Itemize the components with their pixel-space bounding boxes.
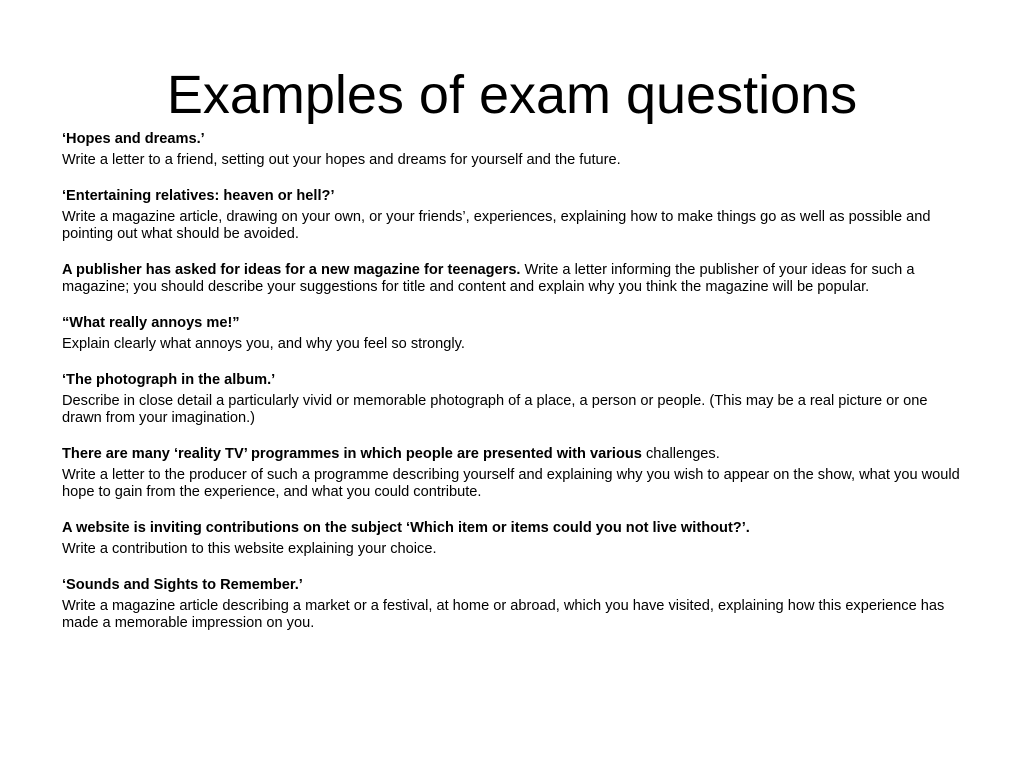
question-item [62, 372, 967, 427]
question-heading-line [62, 446, 967, 463]
question-body: Write a letter to a friend, setting out your hopes and dreams for yourself and the future. [62, 152, 621, 168]
question-heading-tail: challenges. [641, 446, 720, 462]
question-item [62, 577, 967, 632]
question-body: Write a magazine article, drawing on your own, or your friends’, experiences, explaining how to make things go as well as possible and pointing out what should be avoided. [62, 209, 931, 242]
question-body: Explain clearly what annoys you, and why you feel so strongly. [62, 336, 465, 352]
question-item [62, 262, 967, 296]
question-heading: A website is inviting contributions on the subject ‘Which item or items could you not live without?’. [62, 520, 750, 536]
question-item [62, 315, 967, 353]
question-heading: ‘Entertaining relatives: heaven or hell?’ [62, 188, 335, 204]
question-heading: ‘The photograph in the album.’ [62, 372, 276, 388]
question-paragraph [62, 262, 967, 296]
question-item [62, 446, 967, 501]
question-body: Write a magazine article describing a market or a festival, at home or abroad, which you have visited, explaining how this experience has made a memorable impression on you. [62, 598, 945, 631]
question-body: Write a letter informing the publisher of your ideas for such a magazine; you should describe your suggestions for title and content and explain why you think the magazine will be popular. [62, 262, 915, 295]
question-heading: ‘Sounds and Sights to Remember.’ [62, 577, 303, 593]
question-body: Write a letter to the producer of such a programme describing yourself and explaining why you wish to appear on the show, what you would hope to gain from the experience, and what you could contribute. [62, 467, 960, 500]
slide-title: Examples of exam questions [166, 65, 858, 125]
question-item [62, 131, 967, 169]
question-body: Write a contribution to this website explaining your choice. [62, 541, 437, 557]
question-item [62, 520, 967, 558]
question-heading: “What really annoys me!” [62, 315, 240, 331]
question-item [62, 188, 967, 243]
question-body: Describe in close detail a particularly vivid or memorable photograph of a place, a person or people. (This may be a real picture or one drawn from your imagination.) [62, 393, 928, 426]
question-heading: A publisher has asked for ideas for a new magazine for teenagers. [62, 262, 521, 278]
question-heading: ‘Hopes and dreams.’ [62, 131, 205, 147]
question-heading: There are many ‘reality TV’ programmes in which people are presented with various [62, 446, 642, 462]
questions-list [62, 131, 967, 651]
